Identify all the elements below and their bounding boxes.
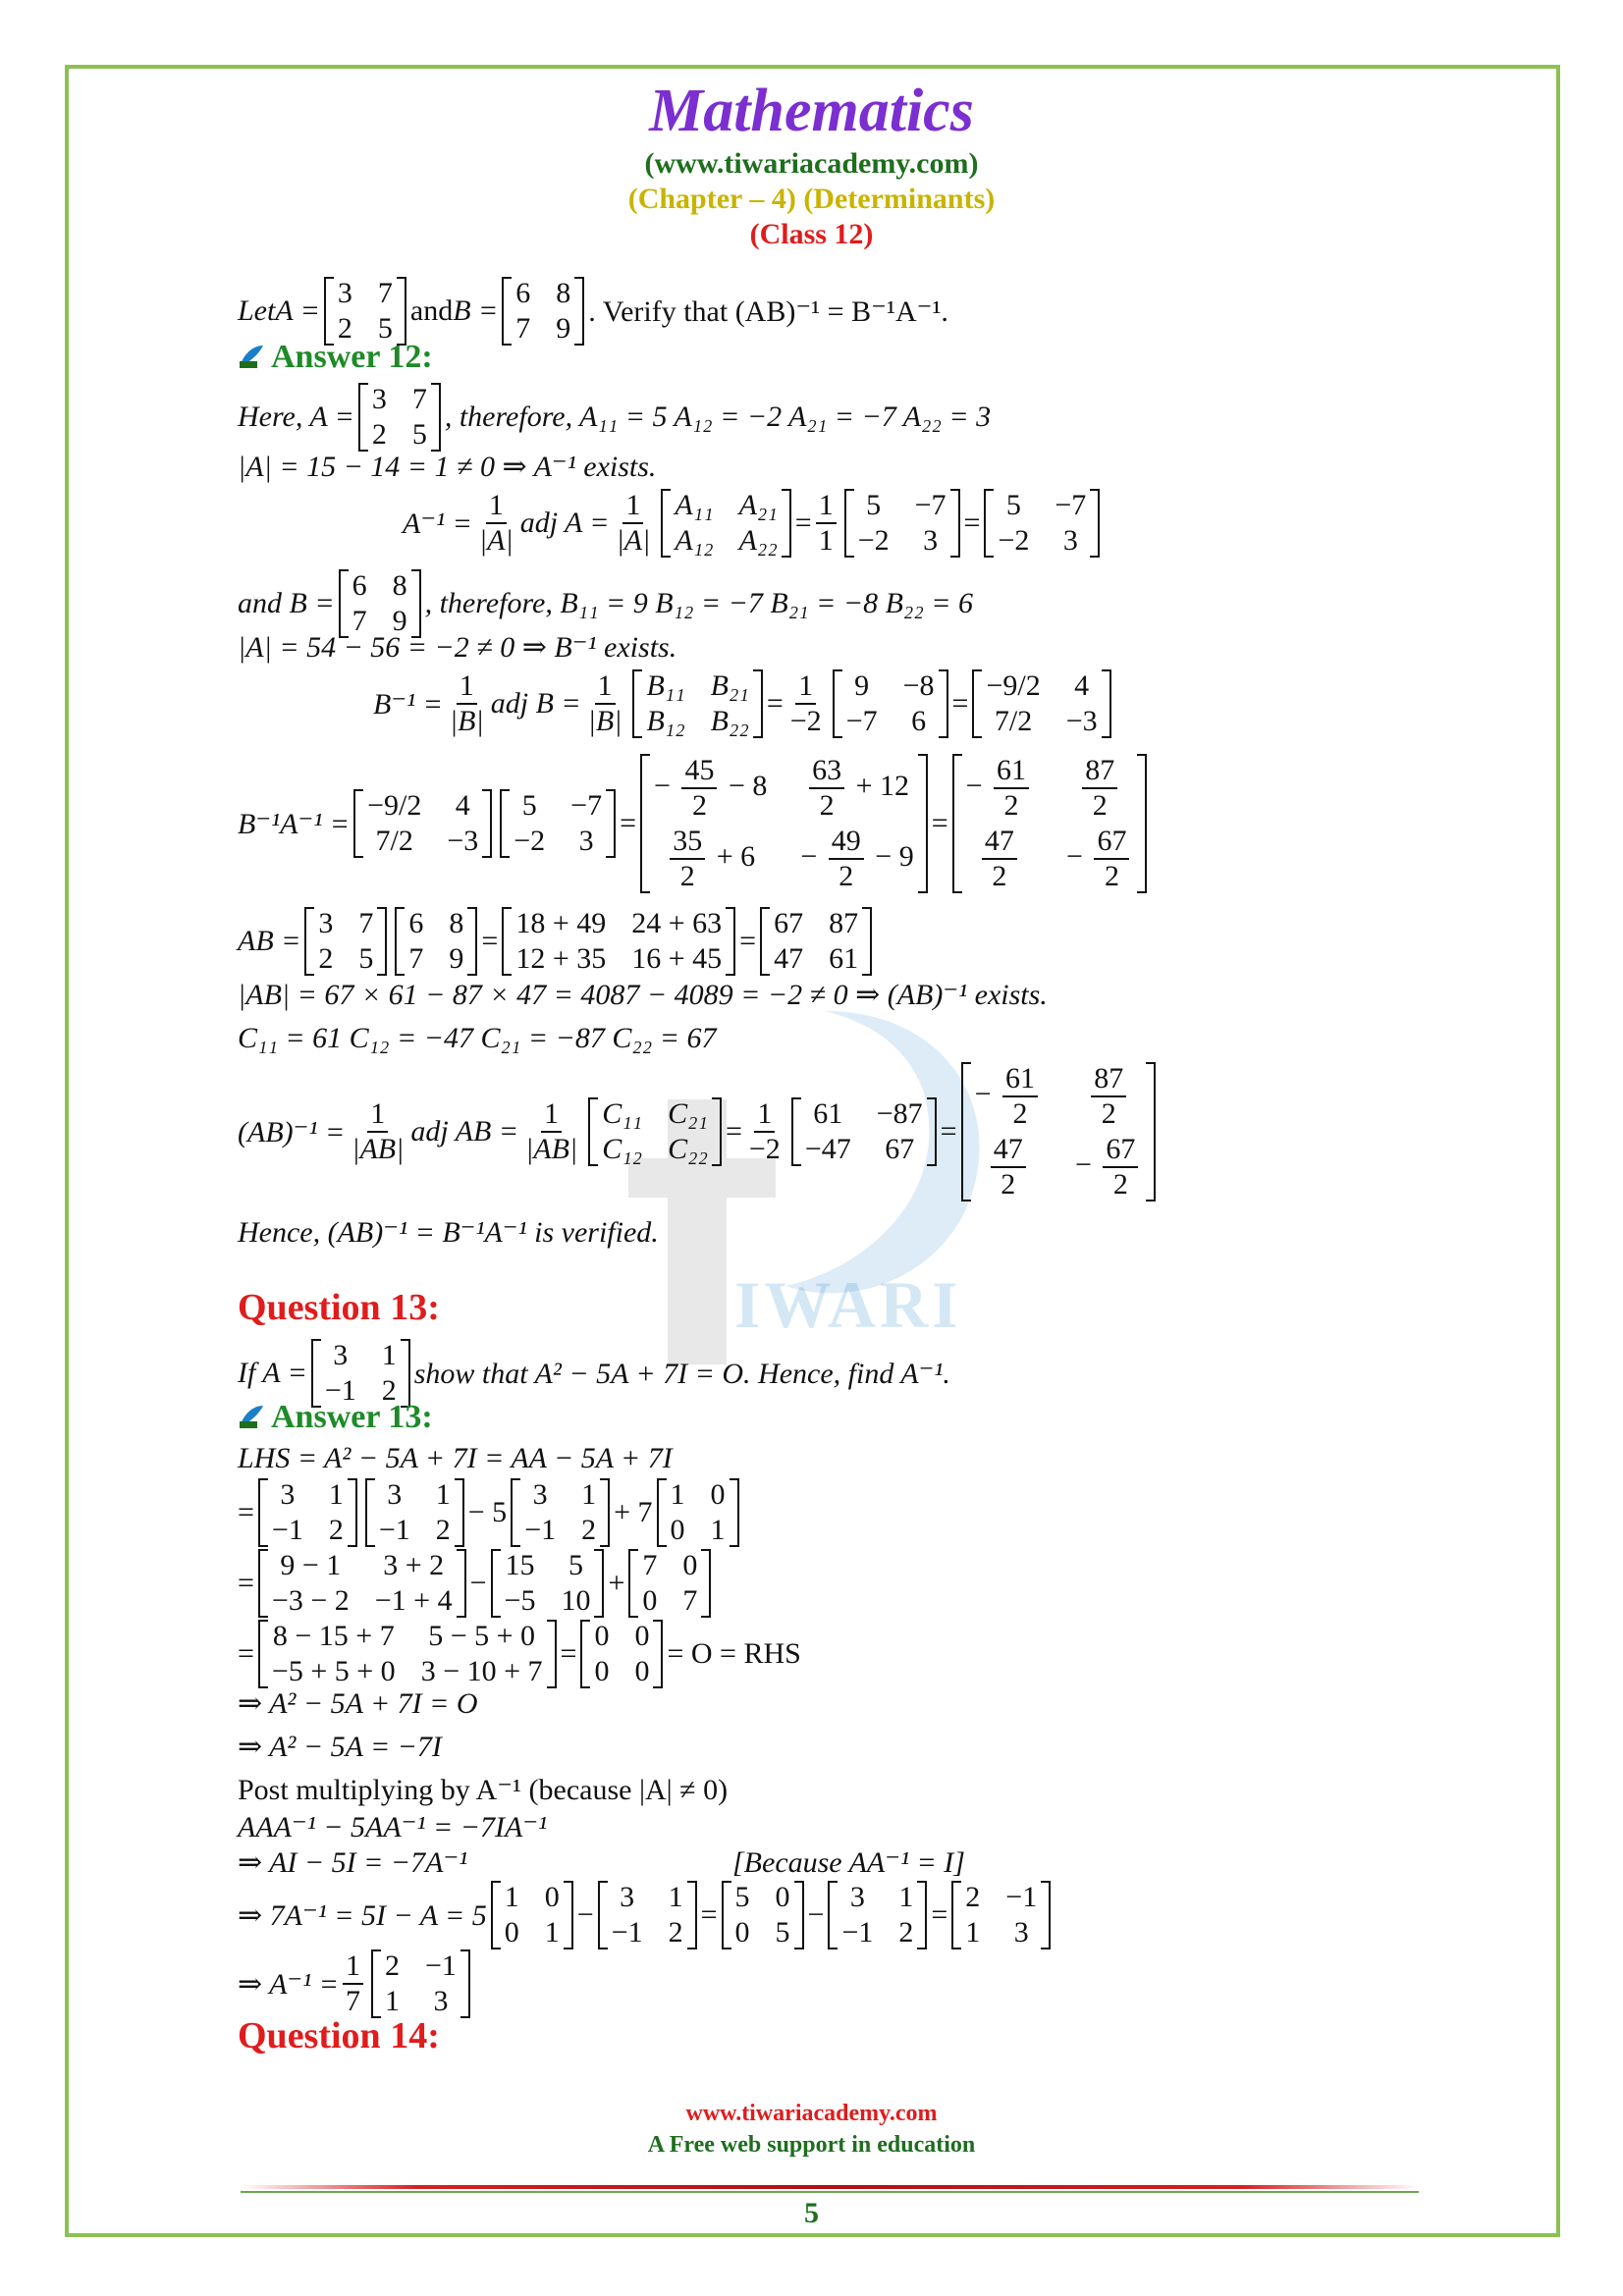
answer-13-heading: Answer 13: bbox=[238, 1400, 433, 1435]
page-number: 5 bbox=[804, 2197, 819, 2229]
q12-and-b-line: and B = 6 8 7 9 , therefore, B₁₁ = 9 B₁₂ = −7 B₂₁ = −8 B₂₂ = 6 bbox=[238, 569, 974, 637]
q13-step-3: = 8 − 15 + 7 5 − 5 + 0 −5 + 5 + 0 3 − 10 + 7 = 0 0 0 0 = O = RHS bbox=[238, 1620, 801, 1687]
q12-conclusion: Hence, (AB)⁻¹ = B⁻¹A⁻¹ is verified. bbox=[238, 1216, 659, 1249]
footer-tagline: A Free web support in education bbox=[647, 2132, 976, 2158]
q13-statement: If A = 3 1 −1 2 show that A² − 5A + 7I = O. Hence, find A⁻¹. bbox=[238, 1339, 950, 1407]
q12-b-inverse: B⁻¹ = $\frac{1}{|B|}$ adj B = $\frac{1}{|B|}$ B₁₁ B₂₁ B₁₂ B₂₂ = $\frac{1}{-2}$ 9 −8 −7 6 = −9/2 4 7/2 −3 bbox=[373, 669, 1115, 738]
q13-lhs: LHS = A² − 5A + 7I = AA − 5A + 7I bbox=[238, 1442, 673, 1474]
watermark-text: IWARI bbox=[734, 1267, 962, 1342]
q13-ai: ⇒ AI − 5I = −7A⁻¹ bbox=[238, 1846, 468, 1879]
q12-statement: Let A = 3 7 2 5 and B = 6 8 7 9 . Verify that (AB)⁻¹ = B⁻¹A⁻¹. bbox=[238, 277, 948, 345]
footer-divider-green bbox=[241, 2191, 1419, 2193]
q12-ab-product: AB = 3 7 2 5 6 8 7 9 = 18 + 49 24 + 63 12 + 35 16 + 45 = 67 87 47 61 bbox=[238, 907, 876, 976]
q13-because-note: [Because AA⁻¹ = I] bbox=[732, 1846, 965, 1879]
matrix-a: 3 7 2 5 bbox=[324, 277, 406, 346]
footer-divider bbox=[241, 2185, 1419, 2189]
page-title: Mathematics bbox=[649, 78, 974, 144]
q12-det-b: |A| = 54 − 56 = −2 ≠ 0 ⇒ B⁻¹ exists. bbox=[238, 631, 677, 664]
q12-det-ab: |AB| = 67 × 61 − 87 × 47 = 4087 − 4089 = −2 ≠ 0 ⇒ (AB)⁻¹ exists. bbox=[238, 979, 1048, 1011]
q12-det-a: |A| = 15 − 14 = 1 ≠ 0 ⇒ A⁻¹ exists. bbox=[238, 451, 657, 483]
tiwari-pen-icon bbox=[238, 1404, 265, 1429]
q13-implies-1: ⇒ A² − 5A + 7I = O bbox=[238, 1687, 478, 1720]
q13-a-inverse-final: ⇒ A⁻¹ = $\frac{1}{7}$ 2 −1 1 3 bbox=[238, 1949, 474, 2018]
header-class: (Class 12) bbox=[749, 218, 874, 250]
q13-step-1: = 3 1 −1 2 3 1 −1 2 − 5 3 1 −1 2 + 7 1 0 0 1 bbox=[238, 1478, 743, 1547]
q13-implies-2: ⇒ A² − 5A = −7I bbox=[238, 1731, 442, 1763]
matrix-b: 6 8 7 9 bbox=[502, 277, 584, 346]
tiwari-pen-icon bbox=[238, 344, 265, 369]
header-chapter: (Chapter – 4) (Determinants) bbox=[627, 183, 996, 215]
question-14-heading: Question 14: bbox=[238, 2015, 440, 2056]
q13-step-2: = 9 − 1 3 + 2 −3 − 2 −1 + 4 − 15 5 −5 10 + 7 0 0 7 bbox=[238, 1549, 715, 1618]
answer-12-heading: Answer 12: bbox=[238, 340, 433, 375]
q13-post-multiply: Post multiplying by A⁻¹ (because |A| ≠ 0) bbox=[238, 1774, 729, 1806]
q12-product-b-inv-a-inv: B⁻¹A⁻¹ = −9/2 4 7/2 −3 5 −7 −2 3 = − $\frac{45}{2}$ − 8 $\frac{63}{2}$ + 12 $\frac{35}{2}$ + 6 − $\frac{49}{2}$ − 9 = − $\frac{61}{2}$ $\frac{87}{2}$ $\frac{47}{2}$ − $\frac{67}{2}$ bbox=[238, 754, 1151, 893]
footer-site: www.tiwariacademy.com bbox=[685, 2101, 938, 2126]
header-site: (www.tiwariacademy.com) bbox=[644, 147, 979, 180]
q12-cofactors: C₁₁ = 61 C₁₂ = −47 C₂₁ = −87 C₂₂ = 67 bbox=[238, 1022, 717, 1054]
question-13-heading: Question 13: bbox=[238, 1287, 440, 1328]
q12-a-inverse: A⁻¹ = $\frac{1}{|A|}$ adj A = $\frac{1}{|A|}$ A₁₁ A₂₁ A₁₂ A₂₂ = $\frac{1}{1}$ 5 −7 −2 3 = 5 −7 −2 3 bbox=[403, 489, 1104, 558]
q12-ab-inverse: (AB)⁻¹ = $\frac{1}{|AB|}$ adj AB = $\frac{1}{|AB|}$ C₁₁ C₂₁ C₁₂ C₂₂ = $\frac{1}{-2}$ 61 −87 −47 67 = − $\frac{61}{2}$ $\frac{87}{2}$ $\frac{47}{2}$ − $\frac{67}{2}$ bbox=[238, 1062, 1160, 1201]
q13-aaa: AAA⁻¹ − 5AA⁻¹ = −7IA⁻¹ bbox=[238, 1811, 548, 1843]
q13-seven-a-inverse: ⇒ 7A⁻¹ = 5I − A = 5 1 0 0 1 − 3 1 −1 2 = 5 0 0 5 − 3 1 −1 2 = 2 −1 1 3 bbox=[238, 1881, 1055, 1949]
q12-here-line: Here, A = 3 7 2 5 , therefore, A₁₁ = 5 A₁₂ = −2 A₂₁ = −7 A₂₂ = 3 bbox=[238, 383, 992, 451]
